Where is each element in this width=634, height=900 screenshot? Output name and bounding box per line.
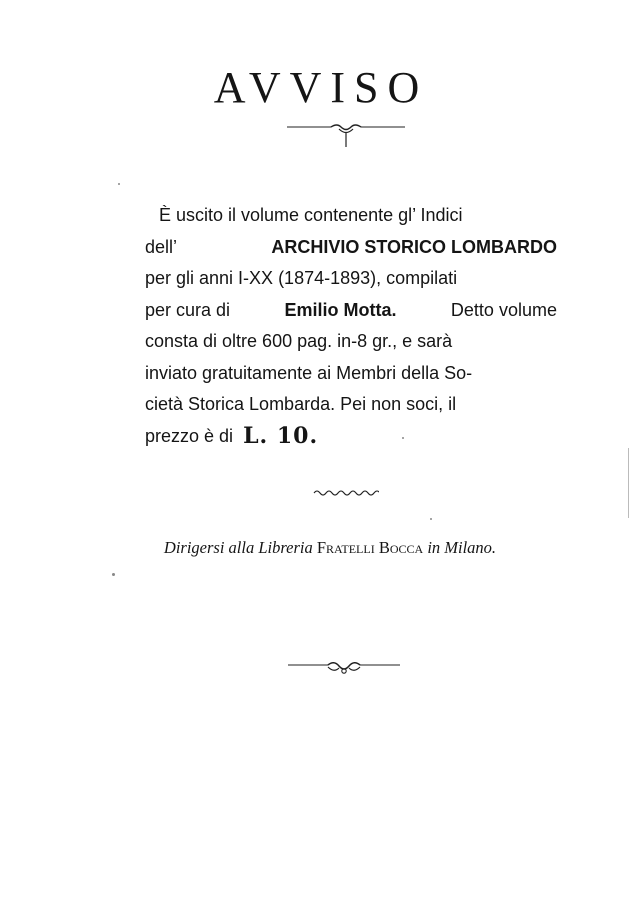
- paper-speck: [118, 183, 120, 185]
- body-line: prezzo è di L. 10.: [145, 421, 557, 453]
- journal-name: ARCHIVIO STORICO LOMBARDO: [271, 236, 557, 257]
- body-line: per gli anni I-XX (1874-1893), compilati: [145, 268, 458, 288]
- body-line: dell’ ARCHIVIO STORICO LOMBARDO: [145, 232, 557, 264]
- paper-speck: [430, 518, 432, 520]
- body-line: consta di oltre 600 pag. in-8 gr., e sarà: [145, 331, 453, 351]
- paper-speck: [402, 437, 404, 439]
- ornament-divider-icon: [288, 658, 400, 680]
- scan-edge: [628, 448, 629, 518]
- wavy-divider-icon: [313, 488, 379, 498]
- page-title: AVVISO: [213, 63, 429, 112]
- paper-speck: [112, 573, 115, 576]
- publisher-name: Fratelli Bocca: [316, 538, 424, 557]
- ornament-divider-icon: [287, 120, 405, 152]
- compiler-name: Emilio Motta.: [284, 299, 397, 320]
- price: L. 10.: [243, 422, 319, 449]
- body-line: È uscito il volume contenente gl’ Indici: [159, 205, 463, 225]
- footer-note: Dirigersi alla Libreria Fratelli Bocca in Milano.: [163, 538, 497, 557]
- notice-body: [145, 200, 557, 452]
- body-line: per cura di Emilio Motta. Detto volume: [145, 295, 557, 327]
- body-line: cietà Storica Lombarda. Pei non soci, il: [145, 394, 457, 414]
- body-line: inviato gratuitamente ai Membri della So-: [145, 362, 473, 383]
